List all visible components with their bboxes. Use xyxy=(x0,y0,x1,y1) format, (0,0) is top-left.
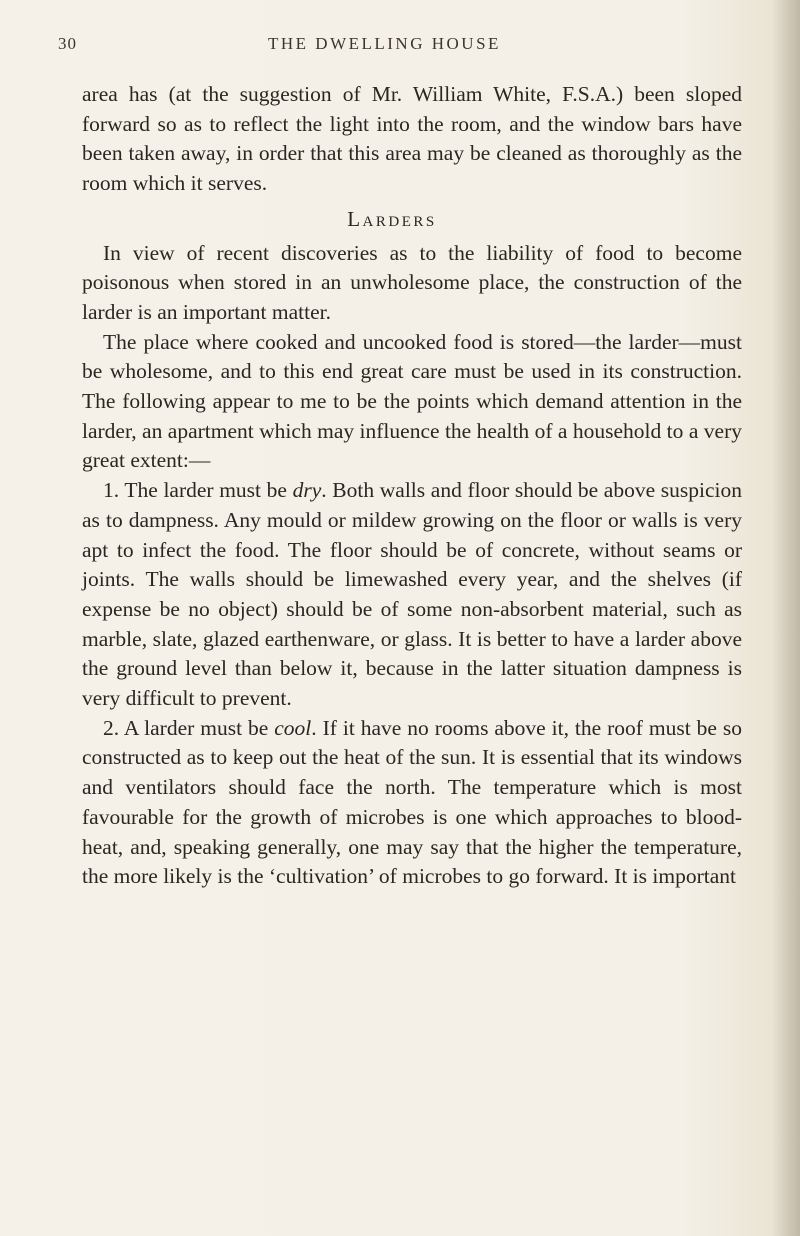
emphasis-cool: cool xyxy=(274,715,312,740)
paragraph-continued: area has (at the suggestion of Mr. William White, F.S.A.) been sloped forward so as to reflect the light into the room, and the window bars have been taken away, in order that this area may be cleaned as thoroughly as the room which it serves. xyxy=(82,82,742,196)
paragraph-intro: In view of recent discoveries as to the liability of food to become poisonous when stored in an unwholesome place, the construction of the larder is an important matter. xyxy=(82,240,742,324)
body-text xyxy=(82,80,742,892)
paragraph-dry-lead: 1. The larder must be xyxy=(103,478,293,503)
page-edge-shadow xyxy=(772,0,800,1236)
paragraph-cool xyxy=(82,714,742,892)
paragraph-wholesome: The place where cooked and uncooked food is stored—the larder—must be wholesome, and to this end great care must be used in its construction. The following appear to me to be the points which demand attention in the larder, an apartment which may influence the health of a household to a very great extent:— xyxy=(82,329,742,473)
emphasis-dry: dry xyxy=(292,478,322,503)
paragraph-cool-body: . If it have no rooms above it, the roof must be so constructed as to keep out the heat of the sun. It is essential that its windows and ventilators should face the north. The temperature which is most favourable for the growth of microbes is one which approaches to blood-heat, and, speaking generally, one may say that the higher the temperature, the more likely is the ‘cultivation’ of microbes to go forward. It is important xyxy=(82,715,743,889)
section-heading-larders: Larders xyxy=(347,206,437,231)
paragraph-dry-body: . Both walls and floor should be above suspicion as to dampness. Any mould or mildew growing on the floor or walls is very apt to infect the food. The floor should be of concrete, without seams or joints. The walls should be limewashed every year, and the shelves (if expense be no object) should be of some non-absorbent material, such as marble, slate, glazed earthenware, or glass. It is better to have a larder above the ground level than below it, because in the latter situation dampness is very difficult to prevent. xyxy=(82,478,742,711)
paragraph-cool-lead: 2. A larder must be xyxy=(103,715,275,740)
running-head xyxy=(58,34,738,58)
running-title: THE DWELLING HOUSE xyxy=(268,34,501,53)
paragraph-dry xyxy=(82,476,742,714)
page-number: 30 xyxy=(58,34,77,53)
